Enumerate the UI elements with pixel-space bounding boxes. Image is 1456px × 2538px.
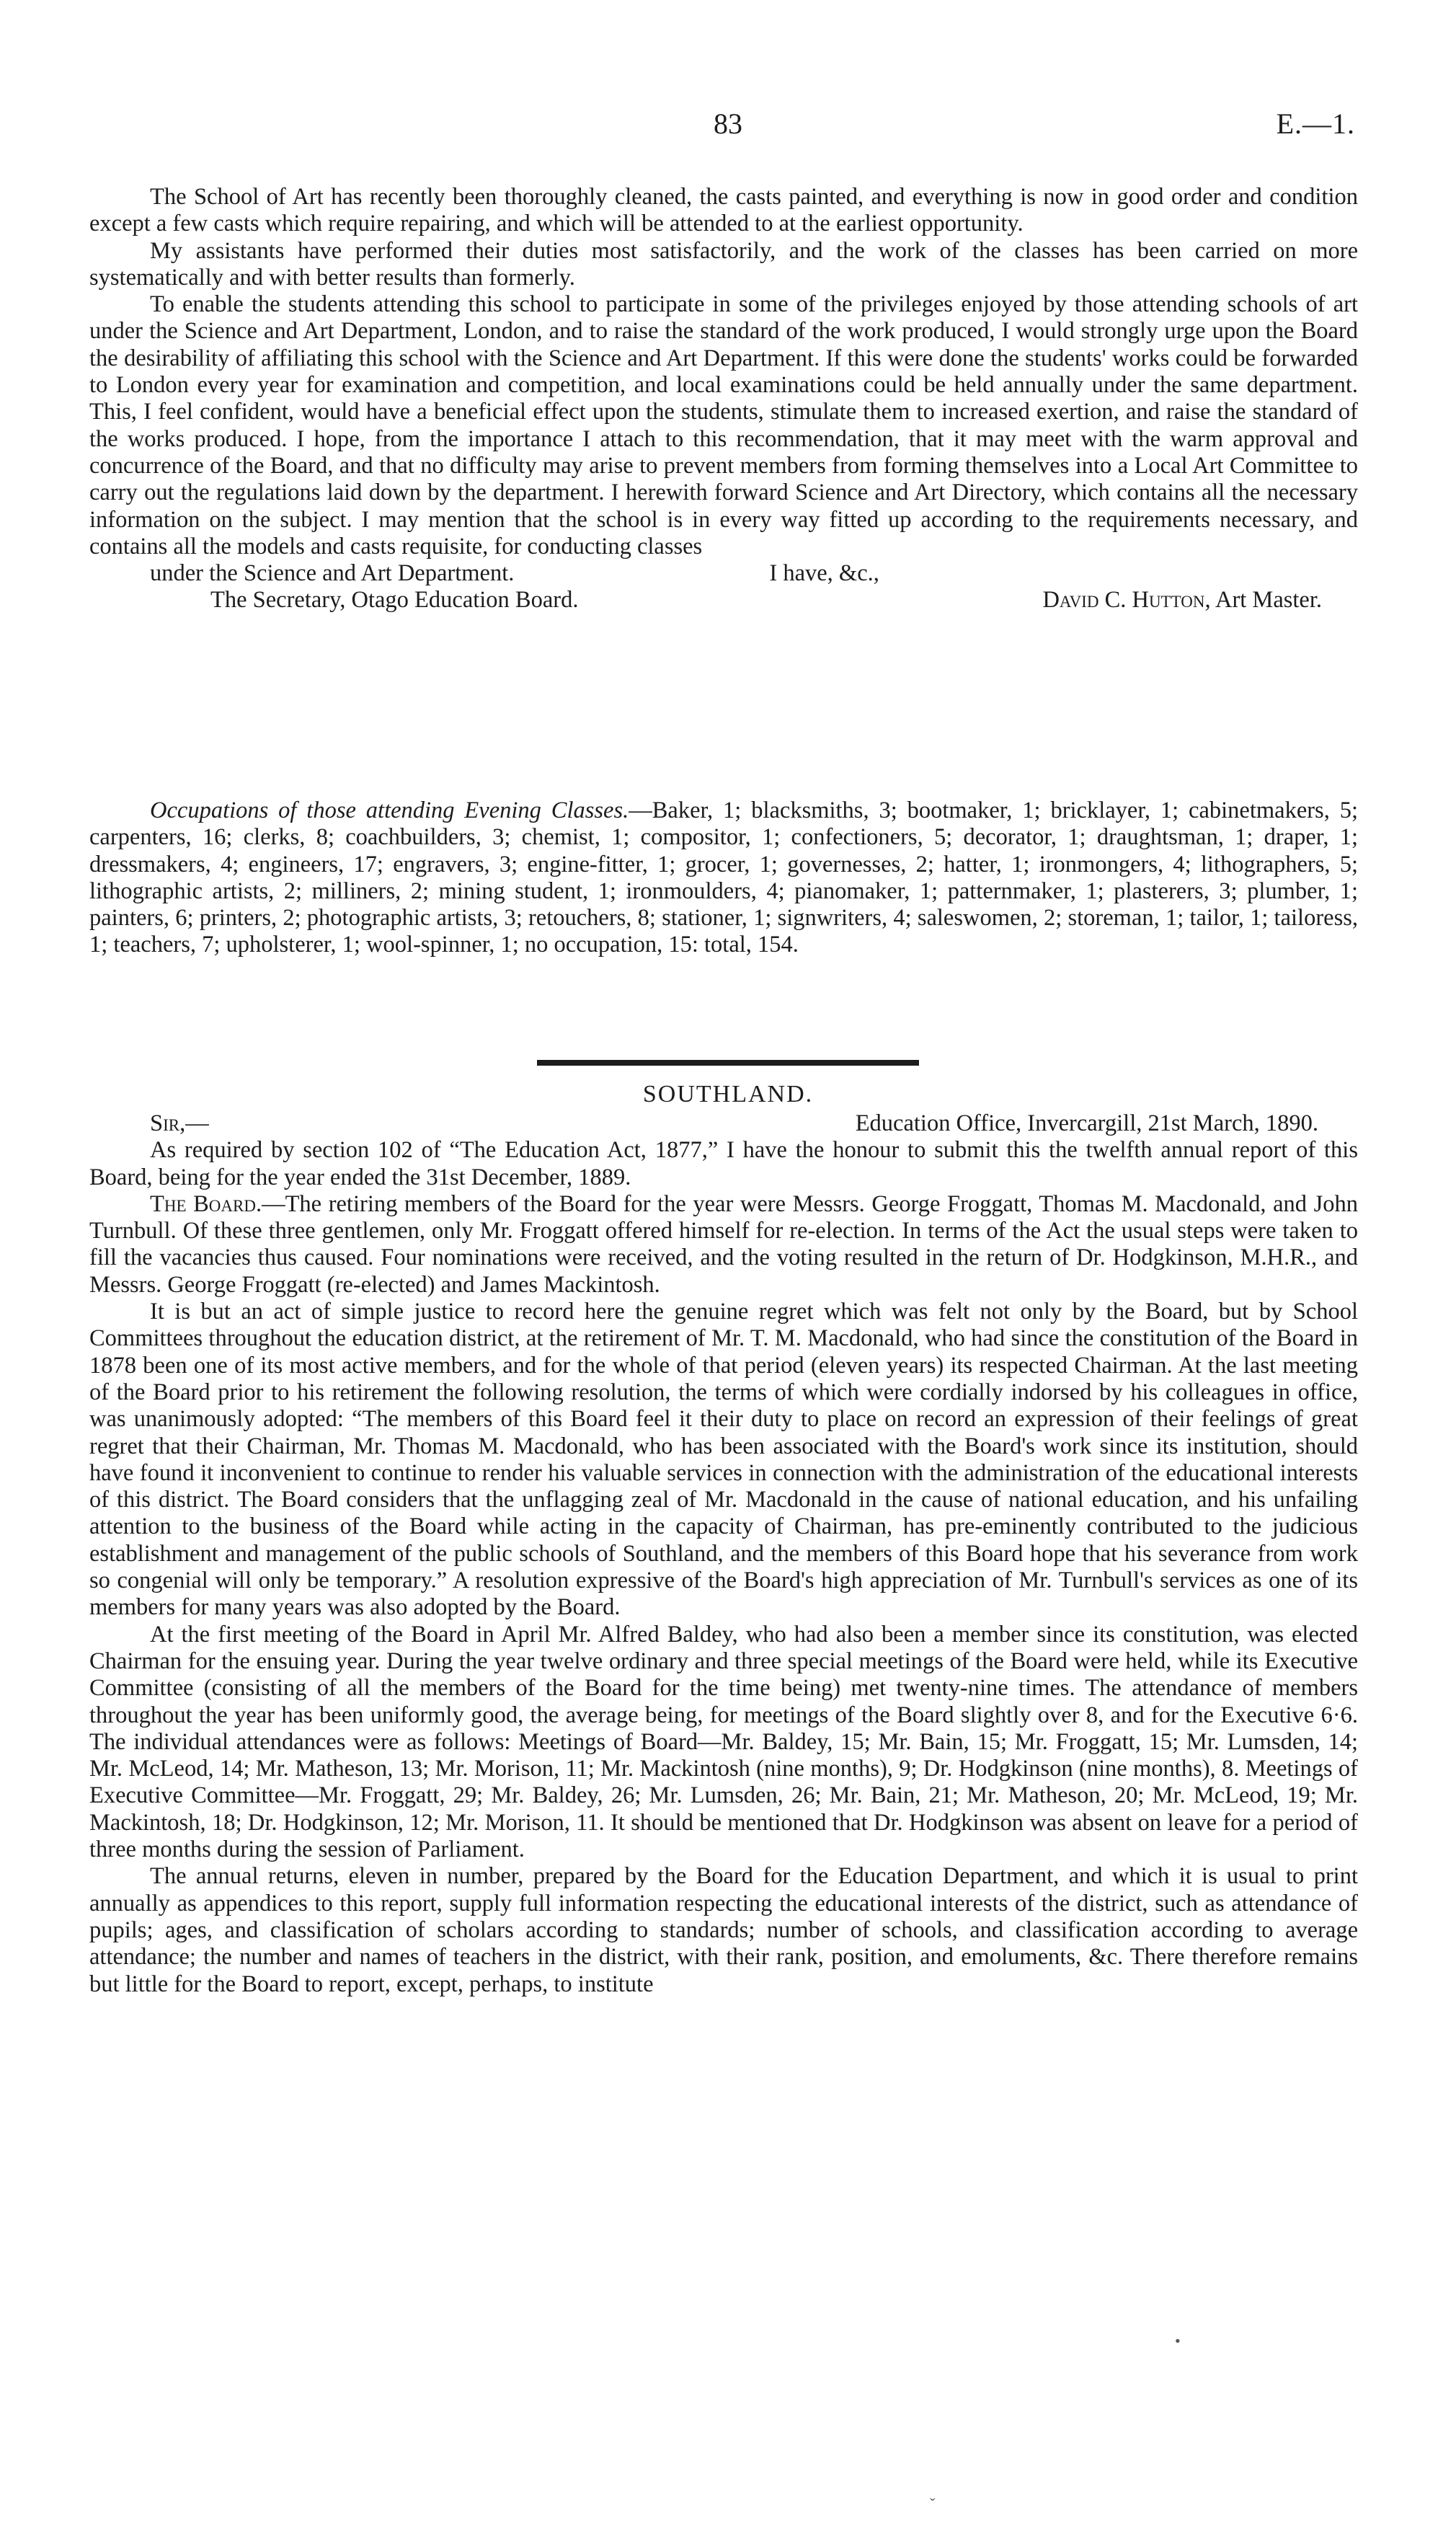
paragraph-assistants: My assistants have performed their duties most satisfactorily, and the work of the classes has been carried on more systematically and with better results than formerly. — [89, 237, 1358, 291]
paragraph-meetings: At the first meeting of the Board in April Mr. Alfred Baldey, who had also been a member since its constitution, was elected Chairman for the ensuing year. During the year twelve ordinary and three special meetings of the Board were held, while its Executive Committee (consisting of all the members of the Board for the time being) met twenty-nine times. The attendance of members throughout the year has been uniformly good, the average being, for meetings of the Board slightly over 8, and for the Executive 6·6. The individual attendances were as follows: Meetings of Board—Mr. Baldey, 15; Mr. Bain, 15; Mr. Froggatt, 15; Mr. Lumsden, 14; Mr. McLeod, 14; Mr. Matheson, 13; Mr. Morison, 11; Mr. Mackintosh (nine months), 9; Dr. Hodgkinson (nine months), 8. Meetings of Executive Committee—Mr. Froggatt, 29; Mr. Baldey, 26; Mr. Lumsden, 26; Mr. Bain, 21; Mr. Matheson, 20; Mr. McLeod, 19; Mr. Mackintosh, 18; Dr. Hodgkinson, 12; Mr. Morison, 11. It should be mentioned that Dr. Hodgkinson was absent on leave for a period of three months during the session of Parliament. — [89, 1621, 1358, 1863]
board-text: —The retiring members of the Board for the year were Messrs. George Froggatt, Thomas M. Macdonald, and John Turnbull. Of these three gentlemen, only Mr. Froggatt offered himself for re-election. In terms of the Act the usual steps were taken to fill the vacancies thus caused. Four nominations were received, and the voting resulted in the return of Dr. Hodgkinson, M.H.R., and Messrs. George Froggatt (re-elected) and James Mackintosh. — [89, 1190, 1358, 1298]
paragraph-the-board — [89, 1191, 1358, 1299]
addressee: The Secretary, Otago Education Board. — [210, 587, 579, 614]
occupations-section — [89, 797, 1358, 959]
paragraph-annual-returns: The annual returns, eleven in number, prepared by the Board for the Education Department, and which it is usual to print annually as appendices to this report, supply full information respecting the educational interests of the district, such as attendance of pupils; ages, and classification of scholars according to standards; number of schools, and classification according to average attendance; the number and names of teachers in the district, with their rank, position, and emoluments, &c. There therefore remains but little for the Board to report, except, perhaps, to institute — [89, 1863, 1358, 1997]
salutation-row — [89, 1110, 1358, 1137]
southland-report-body — [89, 1110, 1358, 1998]
board-label: The Board. — [150, 1190, 262, 1217]
salutation: Sir,— — [150, 1110, 209, 1136]
section-heading-southland: SOUTHLAND. — [642, 1081, 814, 1107]
print-speck: • — [1175, 2332, 1181, 2350]
paragraph-intro: As required by section 102 of “The Education Act, 1877,” I have the honour to submit this the twelfth annual report of this Board, being for the year ended the 31st December, 1889. — [89, 1137, 1358, 1190]
signatory-name: C. Hutton, — [1104, 587, 1211, 614]
paragraph-affiliation: To enable the students attending this school to participate in some of the privileges enjoyed by those attending schools of art under the Science and Art Department, London, and to raise the standard of the work produced, I would strongly urge upon the Board the desirability of affiliating this school with the Science and Art Department. If this were done the students' works could be forwarded to London every year for examination and competition, and local examinations could be held annually under the same department. This, I feel confident, would have a beneficial effect upon the students, stimulate them to increased exertion, and raise the standard of the works produced. I hope, from the importance I attach to this recommendation, that it may meet with the warm approval and concurrence of the Board, and that no difficulty may arise to prevent members from forming themselves into a Local Art Committee to carry out the regulations laid down by the department. I herewith forward Science and Art Directory, which contains all the necessary information on the subject. I may mention that the school is in every way fitted up according to the requirements necessary, and contains all the models and casts requisite, for conducting classes — [89, 291, 1358, 560]
page-code: E.—1. — [1276, 107, 1355, 140]
closing-line — [89, 560, 1358, 587]
section-divider — [537, 1060, 919, 1066]
signature — [982, 587, 1322, 614]
print-speck: ˇ — [930, 2495, 936, 2513]
signatory-first-name: David — [1042, 587, 1099, 614]
paragraph-macdonald-retirement: It is but an act of simple justice to record here the genuine regret which was felt not only by the Board, but by School Committees throughout the education district, at the retirement of Mr. T. M. Macdonald, who had since the constitution of the Board in 1878 been one of its most active members, and for the whole of that period (eleven years) its respected Chairman. At the last meeting of the Board prior to his retirement the following resolution, the terms of which were cordially indorsed by his colleagues in office, was unanimously adopted: “The members of this Board feel it their duty to place on record an expression of their feelings of great regret that their Chairman, Mr. Thomas M. Macdonald, who has been associated with the Board's work since its institution, should have found it inconvenient to continue to render his valuable services in connection with the administration of the educational interests of this district. The Board considers that the unflagging zeal of Mr. Macdonald in the cause of national education, and his unfailing attention to the business of the Board while acting in the capacity of Chairman, has pre-eminently contributed to the judicious establishment and management of the public schools of Southland, and the members of this Board hope that his severance from work so congenial will only be temporary.” A resolution expressive of the Board's high appreciation of Mr. Turnbull's services as one of its members for many years was also adopted by the Board. — [89, 1299, 1358, 1621]
signatory-title: Art Master. — [1215, 587, 1322, 614]
occupations-label: Occupations of those attending Evening Classes. — [150, 797, 629, 823]
signature-line — [89, 587, 1358, 614]
paragraph-school-cleaned: The School of Art has recently been thoroughly cleaned, the casts painted, and everything is now in good order and condition except a few casts which require repairing, and which will be attended to at the earliest opportunity. — [89, 184, 1358, 237]
page-number: 83 — [714, 107, 742, 140]
otago-report-body — [89, 184, 1358, 614]
occupations-list: —Baker, 1; blacksmiths, 3; bootmaker, 1; bricklayer, 1; cabinetmakers, 5; carpenters, 16; clerks, 8; coachbuilders, 3; chemist, 1; compositor, 1; confectioners, 5; decorator, 1; draughtsman, 1; draper, 1; dressmakers, 4; engineers, 17; engravers, 3; engine-fitter, 1; grocer, 1; governesses, 2; hatter, 1; ironmongers, 4; lithographers, 5; lithographic artists, 2; milliners, 2; mining student, 1; ironmoulders, 4; pianomaker, 1; patternmaker, 1; plasterers, 3; plumber, 1; painters, 6; printers, 2; photographic artists, 3; retouchers, 8; stationer, 1; signwriters, 4; saleswomen, 2; storeman, 1; tailor, 1; tailoress, 1; teachers, 7; upholsterer, 1; wool-spinner, 1; no occupation, 15: total, 154. — [89, 797, 1358, 958]
dateline: Education Office, Invercargill, 21st March, 1890. — [855, 1110, 1318, 1136]
closing-line-left: under the Science and Art Department. — [150, 560, 515, 587]
closing-line-right: I have, &c., — [769, 560, 879, 587]
occupations-paragraph — [89, 797, 1358, 959]
